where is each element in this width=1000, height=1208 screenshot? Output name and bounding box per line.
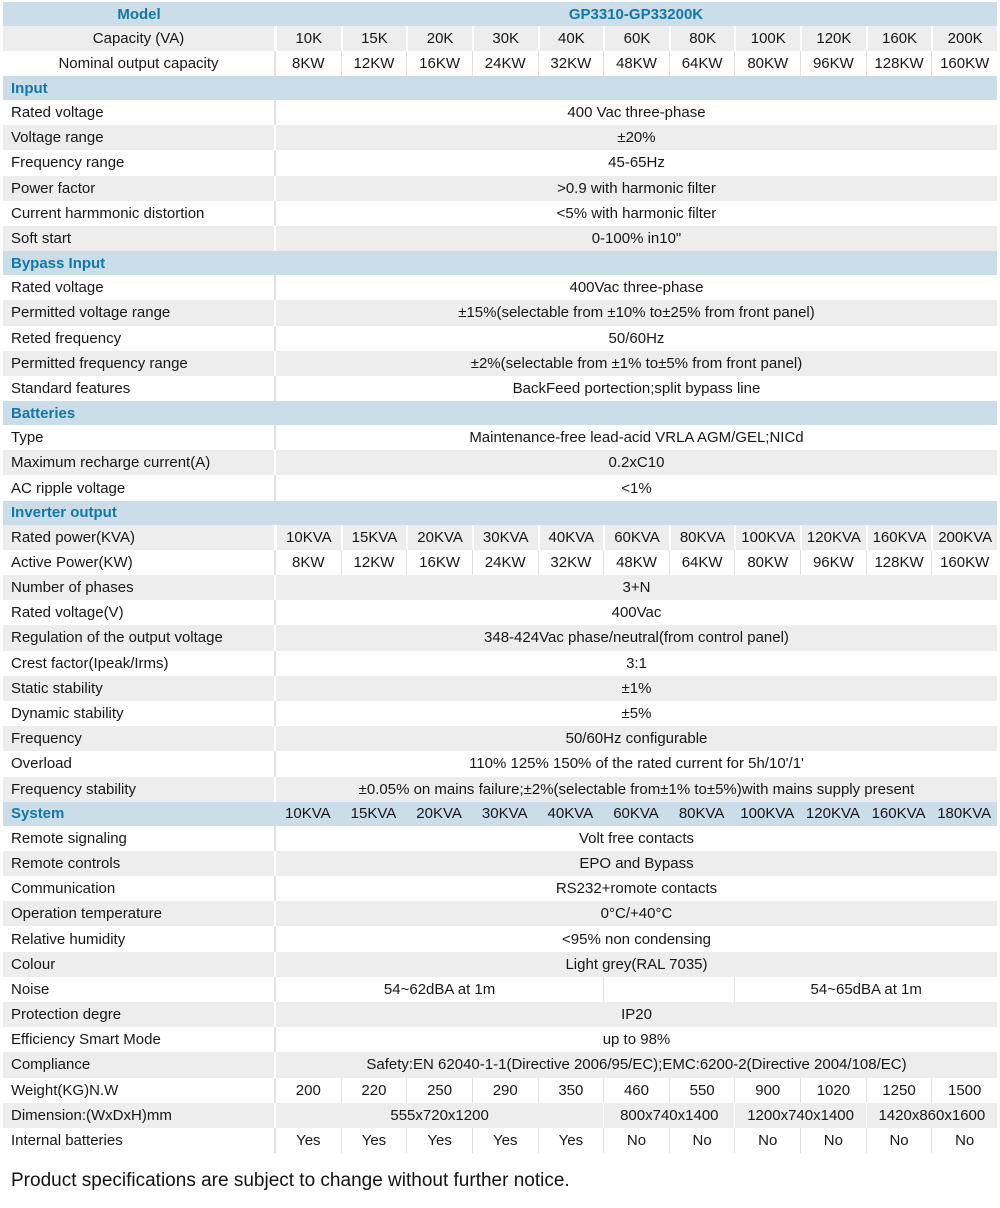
value-cell: Yes [538,1128,604,1153]
value-cell: 32KW [538,550,604,575]
section-header-row [3,76,997,100]
spec-row [3,575,997,600]
section-title: Batteries [11,404,76,422]
value-cell: 350 [538,1078,604,1103]
spec-row [3,625,997,650]
row-value: 3+N [275,575,997,600]
value-cell: 900 [734,1078,800,1103]
row-value: ±0.05% on mains failure;±2%(selectable from±1% to±5%)with mains supply present [275,777,997,802]
row-label: Permitted voltage range [3,300,275,325]
row-label: Type [3,425,275,450]
row-value: ±2%(selectable from ±1% to±5% from front panel) [275,351,997,376]
section-header-row [3,401,997,425]
section-header-cell: 30KVA [481,805,528,823]
model-value: GP3310-GP33200K [568,5,704,23]
spec-table [3,2,997,1153]
row-label: Overload [3,751,275,776]
row-label: Soft start [3,226,275,251]
section-title: Input [11,79,48,97]
row-label: Active Power(KW) [3,550,275,575]
section-header-spacer [275,76,997,100]
row-label: Frequency [3,726,275,751]
row-value: Light grey(RAL 7035) [275,952,997,977]
segment-value: 555x720x1200 [275,1103,603,1128]
row-label: Noise [3,977,275,1002]
value-cell: 250 [406,1078,472,1103]
row-label: Maximum recharge current(A) [3,450,275,475]
spec-row [3,376,997,401]
section-header-cell: 80KVA [678,805,725,823]
value-cell: Yes [275,1128,341,1153]
section-header-cell: 100KVA [740,805,795,823]
spec-row [3,300,997,325]
row-value: 0-100% in10" [275,226,997,251]
value-cell: No [669,1128,735,1153]
spec-row [3,676,997,701]
value-cell: 30KVA [472,525,538,550]
row-label: Dynamic stability [3,701,275,726]
row-label: Internal batteries [3,1128,275,1153]
spec-row [3,901,997,926]
value-cell: 12KW [341,550,407,575]
spec-row [3,326,997,351]
value-cell: Yes [341,1128,407,1153]
spec-row [3,1078,997,1103]
spec-row [3,525,997,550]
spec-row [3,100,997,125]
row-label: Rated voltage [3,100,275,125]
row-label: Compliance [3,1052,275,1077]
spec-row [3,125,997,150]
value-cell: 48KW [603,51,669,76]
row-value: 0.2xC10 [275,450,997,475]
spec-row [3,1128,997,1153]
row-label: Number of phases [3,575,275,600]
row-label: Dimension:(WxDxH)mm [3,1103,275,1128]
row-value: <95% non condensing [275,926,997,951]
row-label: Crest factor(Ipeak/Irms) [3,651,275,676]
row-label: Frequency stability [3,777,275,802]
value-cell: 80KW [734,550,800,575]
value-cell: 60K [603,26,669,51]
row-label: Power factor [3,176,275,201]
row-label: Regulation of the output voltage [3,625,275,650]
spec-row [3,1002,997,1027]
value-cell: 1250 [866,1078,932,1103]
segment-value: 1200x740x1400 [734,1103,865,1128]
row-label: Operation temperature [3,901,275,926]
row-value: ±20% [275,125,997,150]
value-cell: 60KVA [603,525,669,550]
row-value: 3:1 [275,651,997,676]
value-cell: Yes [472,1128,538,1153]
value-cell: 24KW [472,550,538,575]
row-label: Remote controls [3,851,275,876]
spec-row [3,475,997,500]
row-label: Weight(KG)N.W [3,1078,275,1103]
row-value: 400Vac three-phase [275,275,997,300]
value-cell: 40K [538,26,604,51]
value-cell: 200KVA [931,525,997,550]
value-cell: 8KW [275,550,341,575]
value-cell: 48KW [603,550,669,575]
row-value: 0°C/+40°C [275,901,997,926]
row-value: ±15%(selectable from ±10% to±25% from front panel) [275,300,997,325]
row-label: AC ripple voltage [3,475,275,500]
row-value: 400Vac [275,600,997,625]
spec-row [3,977,997,1002]
value-cell: 64KW [669,51,735,76]
row-value: BackFeed portection;split bypass line [275,376,997,401]
section-title: System [11,805,65,823]
value-cell: 290 [472,1078,538,1103]
section-header-cell: 40KVA [547,805,594,823]
value-cell: 30K [472,26,538,51]
spec-row [3,777,997,802]
value-cell: 100K [734,26,800,51]
spec-row [3,201,997,226]
segment-value: 800x740x1400 [603,1103,734,1128]
row-value: 348-424Vac phase/neutral(from control panel) [275,625,997,650]
row-label: Static stability [3,676,275,701]
spec-row [3,425,997,450]
row-label: Efficiency Smart Mode [3,1027,275,1052]
value-cell: 16KW [406,51,472,76]
value-cell: 12KW [341,51,407,76]
row-value: 400 Vac three-phase [275,100,997,125]
section-header-row [3,251,997,275]
row-value: up to 98% [275,1027,997,1052]
value-cell: 1020 [800,1078,866,1103]
row-label: Frequency range [3,150,275,175]
section-header-cell: 180KVA [937,805,992,823]
spec-row [3,751,997,776]
value-cell: 100KVA [734,525,800,550]
value-cell: No [603,1128,669,1153]
model-label: Model [117,5,161,23]
spec-row [3,1103,997,1128]
row-value: Safety:EN 62040-1-1(Directive 2006/95/EC);EMC:6200-2(Directive 2004/108/EC) [275,1052,997,1077]
value-cell: 16KW [406,550,472,575]
footer-note: Product specifications are subject to change without further notice. [11,1170,570,1192]
segment-value: 54~62dBA at 1m [275,977,603,1002]
value-cell: Yes [406,1128,472,1153]
row-value: >0.9 with harmonic filter [275,176,997,201]
value-cell: 128KW [866,51,932,76]
spec-row [3,1052,997,1077]
value-cell: No [866,1128,932,1153]
spec-row [3,600,997,625]
value-cell: No [734,1128,800,1153]
row-label: Communication [3,876,275,901]
value-cell: 80KW [734,51,800,76]
value-cell: 15K [341,26,407,51]
segment-value: 54~65dBA at 1m [734,977,997,1002]
spec-row [3,1027,997,1052]
value-cell: 220 [341,1078,407,1103]
section-title: Inverter output [11,504,117,522]
spec-row [3,150,997,175]
value-cell: 200K [931,26,997,51]
value-cell: 15KVA [341,525,407,550]
row-value: RS232+romote contacts [275,876,997,901]
spec-row [3,351,997,376]
row-label: Capacity (VA) [3,26,275,51]
nominal-capacity-row [3,51,997,76]
section-header-row [3,802,997,826]
section-header-cell: 20KVA [416,805,462,823]
value-cell: 200 [275,1078,341,1103]
section-title: Bypass Input [11,254,106,272]
value-cell: 128KW [866,550,932,575]
row-value: 50/60Hz [275,326,997,351]
value-cell: 24KW [472,51,538,76]
value-cell: 20KVA [406,525,472,550]
segment-value: 1420x860x1600 [866,1103,997,1128]
row-label: Rated voltage(V) [3,600,275,625]
spec-row [3,701,997,726]
row-label: Remote signaling [3,826,275,851]
section-header-cell: 160KVA [871,805,926,823]
row-value: EPO and Bypass [275,851,997,876]
row-label: Voltage range [3,125,275,150]
value-cell: No [931,1128,997,1153]
section-header-row [3,501,997,525]
section-header-spacer [275,251,997,275]
row-value: ±1% [275,676,997,701]
row-label: Rated voltage [3,275,275,300]
value-cell: 10K [275,26,341,51]
value-cell: 160K [866,26,932,51]
value-cell: 40KVA [538,525,604,550]
value-cell: 460 [603,1078,669,1103]
section-header-spacer [275,501,997,525]
value-cell: 64KW [669,550,735,575]
spec-row [3,826,997,851]
model-header-row [3,2,997,26]
row-label: Nominal output capacity [3,51,275,76]
value-cell: 550 [669,1078,735,1103]
value-cell: 160KVA [866,525,932,550]
spec-row [3,952,997,977]
section-header-cell: 120KVA [805,805,860,823]
spec-row [3,275,997,300]
row-label: Current harmmonic distortion [3,201,275,226]
row-label: Colour [3,952,275,977]
row-value: 110% 125% 150% of the rated current for 5h/10'/1' [275,751,997,776]
spec-row [3,651,997,676]
row-label: Reted frequency [3,326,275,351]
row-label: Permitted frequency range [3,351,275,376]
value-cell: 120KVA [800,525,866,550]
row-value: <5% with harmonic filter [275,201,997,226]
value-cell: 8KW [275,51,341,76]
row-value: IP20 [275,1002,997,1027]
spec-row [3,550,997,575]
capacity-row [3,26,997,51]
segment-value [603,977,734,1002]
value-cell: 10KVA [275,525,341,550]
value-cell: 96KW [800,550,866,575]
section-header-cell: 15KVA [350,805,397,823]
row-label: Relative humidity [3,926,275,951]
row-value: <1% [275,475,997,500]
value-cell: 80KVA [669,525,735,550]
value-cell: 1500 [931,1078,997,1103]
value-cell: 20K [406,26,472,51]
value-cell: 160KW [931,51,997,76]
spec-row [3,851,997,876]
value-cell: 160KW [931,550,997,575]
spec-row [3,226,997,251]
value-cell: 96KW [800,51,866,76]
value-cell: 32KW [538,51,604,76]
section-header-cell: 60KVA [613,805,659,823]
section-header-spacer [275,401,997,425]
row-value: 45-65Hz [275,150,997,175]
value-cell: 120K [800,26,866,51]
spec-row [3,926,997,951]
section-header-cell: 10KVA [285,805,331,823]
row-value: Maintenance-free lead-acid VRLA AGM/GEL;NICd [275,425,997,450]
value-cell: No [800,1128,866,1153]
row-label: Protection degre [3,1002,275,1027]
row-label: Standard features [3,376,275,401]
spec-row [3,876,997,901]
spec-row [3,726,997,751]
row-value: 50/60Hz configurable [275,726,997,751]
spec-row [3,176,997,201]
spec-row [3,450,997,475]
row-label: Rated power(KVA) [3,525,275,550]
value-cell: 80K [669,26,735,51]
row-value: ±5% [275,701,997,726]
row-value: Volt free contacts [275,826,997,851]
